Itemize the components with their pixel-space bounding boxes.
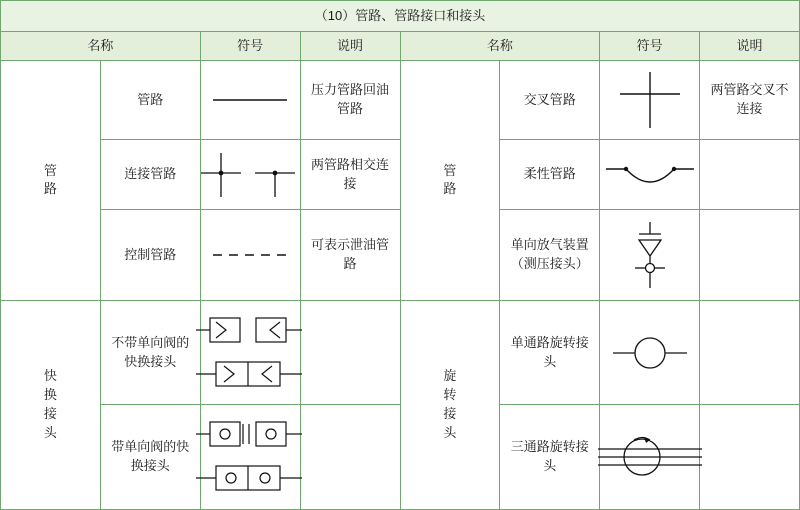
connected-pipe-symbol [200, 140, 300, 210]
group-char: 快 [43, 368, 57, 384]
group-char: 转 [443, 387, 457, 403]
single-way-rotary-joint-glyph [605, 328, 695, 378]
symbol-name-label: 三通路旋转接头 [500, 405, 600, 510]
symbol-name-label: 带单向阀的快换接头 [100, 405, 200, 510]
quick-coupling-without-check-valve-glyph [190, 310, 310, 396]
symbol-name-label: 控制管路 [100, 210, 200, 301]
three-way-rotary-joint-symbol [600, 405, 700, 510]
three-way-rotary-joint-glyph [590, 422, 710, 492]
symbol-note [300, 405, 400, 510]
dashed-line-symbol [200, 210, 300, 301]
group-char: 管 [43, 162, 57, 178]
column-header-note-left: 说明 [300, 32, 400, 61]
group-char: 旋 [443, 368, 457, 384]
group-char: 换 [43, 387, 57, 403]
symbol-note: 两管路相交连接 [300, 140, 400, 210]
dashed-line-glyph [205, 243, 295, 267]
column-header-symbol-left: 符号 [200, 32, 300, 61]
group-char: 头 [43, 424, 57, 440]
column-header-name-right: 名称 [400, 32, 600, 61]
symbol-name-label: 柔性管路 [500, 140, 600, 210]
symbol-note: 压力管路回油管路 [300, 61, 400, 140]
crossing-pipe-glyph [610, 68, 690, 132]
quick-coupling-without-check-valve-symbol [200, 300, 300, 404]
group-char: 路 [443, 181, 457, 197]
quick-coupling-with-check-valve-symbol [200, 405, 300, 510]
symbol-name-label: 不带单向阀的快换接头 [100, 300, 200, 404]
group-char: 接 [43, 405, 57, 421]
straight-line-symbol [200, 61, 300, 140]
symbol-name-label: 管路 [100, 61, 200, 140]
group-label-pipe-left [1, 61, 101, 301]
symbol-note: 可表示泄油管路 [300, 210, 400, 301]
single-way-rotary-joint-symbol [600, 300, 700, 404]
column-header-note-right: 说明 [700, 32, 800, 61]
symbol-note [700, 210, 800, 301]
flexible-hose-glyph [600, 155, 700, 195]
connected-pipe-glyph [195, 147, 305, 203]
air-bleed-device-glyph [615, 218, 685, 292]
table-row [1, 300, 800, 404]
symbol-note [700, 300, 800, 404]
crossing-pipe-symbol [600, 61, 700, 140]
group-char: 管 [443, 162, 457, 178]
symbol-note [700, 140, 800, 210]
symbol-name-label: 单通路旋转接头 [500, 300, 600, 404]
column-header-symbol-right: 符号 [600, 32, 700, 61]
group-char: 接 [443, 405, 457, 421]
straight-line-glyph [205, 85, 295, 115]
page-title: （10）管路、管路接口和接头 [1, 1, 800, 32]
group-char: 头 [443, 424, 457, 440]
table-header-row [1, 32, 800, 61]
group-char: 路 [43, 181, 57, 197]
symbol-note [700, 405, 800, 510]
symbol-note: 两管路交叉不连接 [700, 61, 800, 140]
column-header-name-left: 名称 [1, 32, 201, 61]
flexible-hose-symbol [600, 140, 700, 210]
table-row [1, 61, 800, 140]
symbol-name-label: 连接管路 [100, 140, 200, 210]
air-bleed-device-symbol [600, 210, 700, 301]
table-title-row [1, 1, 800, 32]
symbol-note [300, 300, 400, 404]
symbol-name-label: 单向放气装置（测压接头） [500, 210, 600, 301]
group-label-quick-coupling [1, 300, 101, 509]
symbol-name-label: 交叉管路 [500, 61, 600, 140]
quick-coupling-with-check-valve-glyph [190, 414, 310, 500]
group-label-pipe-right [400, 61, 500, 301]
group-label-rotary-joint [400, 300, 500, 509]
